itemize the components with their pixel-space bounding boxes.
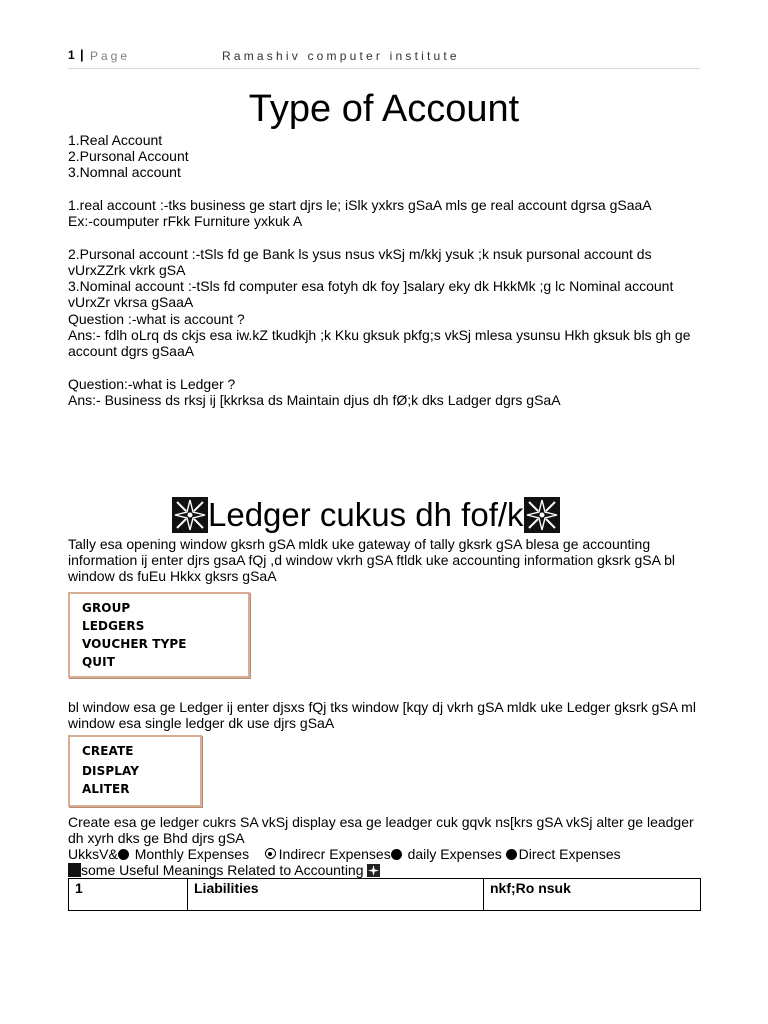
account-type-nominal: 3.Nomnal account: [68, 164, 181, 180]
real-account-text: 1.real account :-tks business ge start djrs le; iSlk yxkrs gSaA mls ge real account dgrsa gSaaA: [68, 197, 652, 213]
answer-account: Ans:- fdlh oLrq ds ckjs esa iw.kZ tkudkjh ;k Kku gksuk pkfg;s vkSj mlesa ysunsu Hkh gksuk bls gh ge: [68, 327, 691, 343]
page-label: Page: [90, 49, 131, 63]
black-circle-icon: [118, 849, 129, 860]
menu-item-quit[interactable]: QUIT: [82, 655, 115, 669]
nominal-account-text: 3.Nominal account :-tSls fd computer esa fotyh dk foy ]salary eky dk HkkMk ;g lc Nominal account: [68, 278, 674, 294]
expenses-note: [68, 846, 621, 862]
expense-daily: daily Expenses: [407, 846, 502, 862]
ledger-menu: [68, 735, 202, 807]
table-row: [69, 879, 701, 911]
question-account: Question :-what is account ?: [68, 311, 245, 327]
menu-item-aliter[interactable]: ALITER: [82, 782, 130, 796]
header-separator: |: [80, 47, 84, 62]
table-cell-number: 1: [69, 879, 188, 911]
circled-dot-icon: [265, 848, 276, 859]
expense-indirect: Indirecr Expenses: [278, 846, 391, 862]
star-ornament-icon: [172, 497, 208, 533]
table-cell-term: Liabilities: [188, 879, 484, 911]
black-circle-icon: [391, 849, 402, 860]
answer-ledger: Ans:- Business ds rksj ij [kkrksa ds Maintain djus dh fØ;k dks Ladger dgrs gSaA: [68, 392, 561, 408]
gateway-menu: [68, 592, 250, 678]
menu-item-voucher-type[interactable]: VOUCHER TYPE: [82, 637, 187, 651]
real-account-example: Ex:-coumputer rFkk Furniture yxkuk A: [68, 213, 303, 229]
menu-item-ledgers[interactable]: LEDGERS: [82, 619, 145, 633]
meanings-table: [68, 878, 701, 911]
window-paragraph-line-1: bl window esa ge Ledger ij enter djsxs fQj tks window [kqy dj vkrh gSA mldk uke Ledger gksrk gSA ml: [68, 699, 696, 715]
page-header: [68, 48, 700, 69]
tally-paragraph-line-2: information ij enter djrs gsaA fQj ,d window vkrh gSA ftldk uke accounting information gksrk gSA bl: [68, 552, 675, 568]
question-ledger: Question:-what is Ledger ?: [68, 376, 236, 392]
black-square-icon: [68, 863, 81, 877]
expense-direct: Direct Expenses: [518, 846, 621, 862]
personal-account-text-2: vUrxZZrk vkrk gSA: [68, 262, 186, 278]
star-ornament-icon: [367, 864, 380, 877]
page-number: 1: [68, 48, 75, 62]
black-circle-icon: [506, 849, 517, 860]
institute-name: Ramashiv computer institute: [222, 49, 460, 63]
star-ornament-icon: [524, 497, 560, 533]
personal-account-text: 2.Pursonal account :-tSls fd ge Bank ls ysus nsus vkSj m/kkj ysuk ;k nsuk pursonal account ds: [68, 246, 652, 262]
nominal-account-text-2: vUrxZr vkrsa gSaaA: [68, 294, 194, 310]
menu-item-group[interactable]: GROUP: [82, 601, 131, 615]
expense-monthly: Monthly Expenses: [134, 846, 250, 862]
menu-item-create[interactable]: CREATE: [82, 744, 134, 758]
useful-meanings-line: [68, 862, 380, 878]
create-paragraph-line-2: dh xyrh dks ge Bhd djrs gSA: [68, 830, 245, 846]
ledger-heading: [172, 493, 560, 537]
tally-paragraph-line-3: window ds fuEu Hkkx gksrs gSaA: [68, 568, 277, 584]
answer-account-2: account dgrs gSaaA: [68, 343, 195, 359]
note-prefix: UkksV&: [68, 846, 118, 862]
account-type-personal: 2.Pursonal Account: [68, 148, 189, 164]
window-paragraph-line-2: window esa single ledger dk use djrs gSaA: [68, 715, 335, 731]
page-title: Type of Account: [248, 88, 520, 130]
account-type-real: 1.Real Account: [68, 132, 163, 148]
useful-meanings-text: some Useful Meanings Related to Accounting: [81, 862, 364, 878]
menu-item-display[interactable]: DISPLAY: [82, 764, 140, 778]
tally-paragraph-line-1: Tally esa opening window gksrh gSA mldk uke gateway of tally gksrk gSA blesa ge accounting: [68, 536, 651, 552]
table-cell-meaning: nkf;Ro nsuk: [484, 879, 701, 911]
ledger-heading-text: Ledger cukus dh fof/k: [208, 496, 524, 533]
create-paragraph-line-1: Create esa ge ledger cukrs SA vkSj display esa ge leadger cuk gqvk ns[krs gSA vkSj alter ge leadger: [68, 814, 694, 830]
